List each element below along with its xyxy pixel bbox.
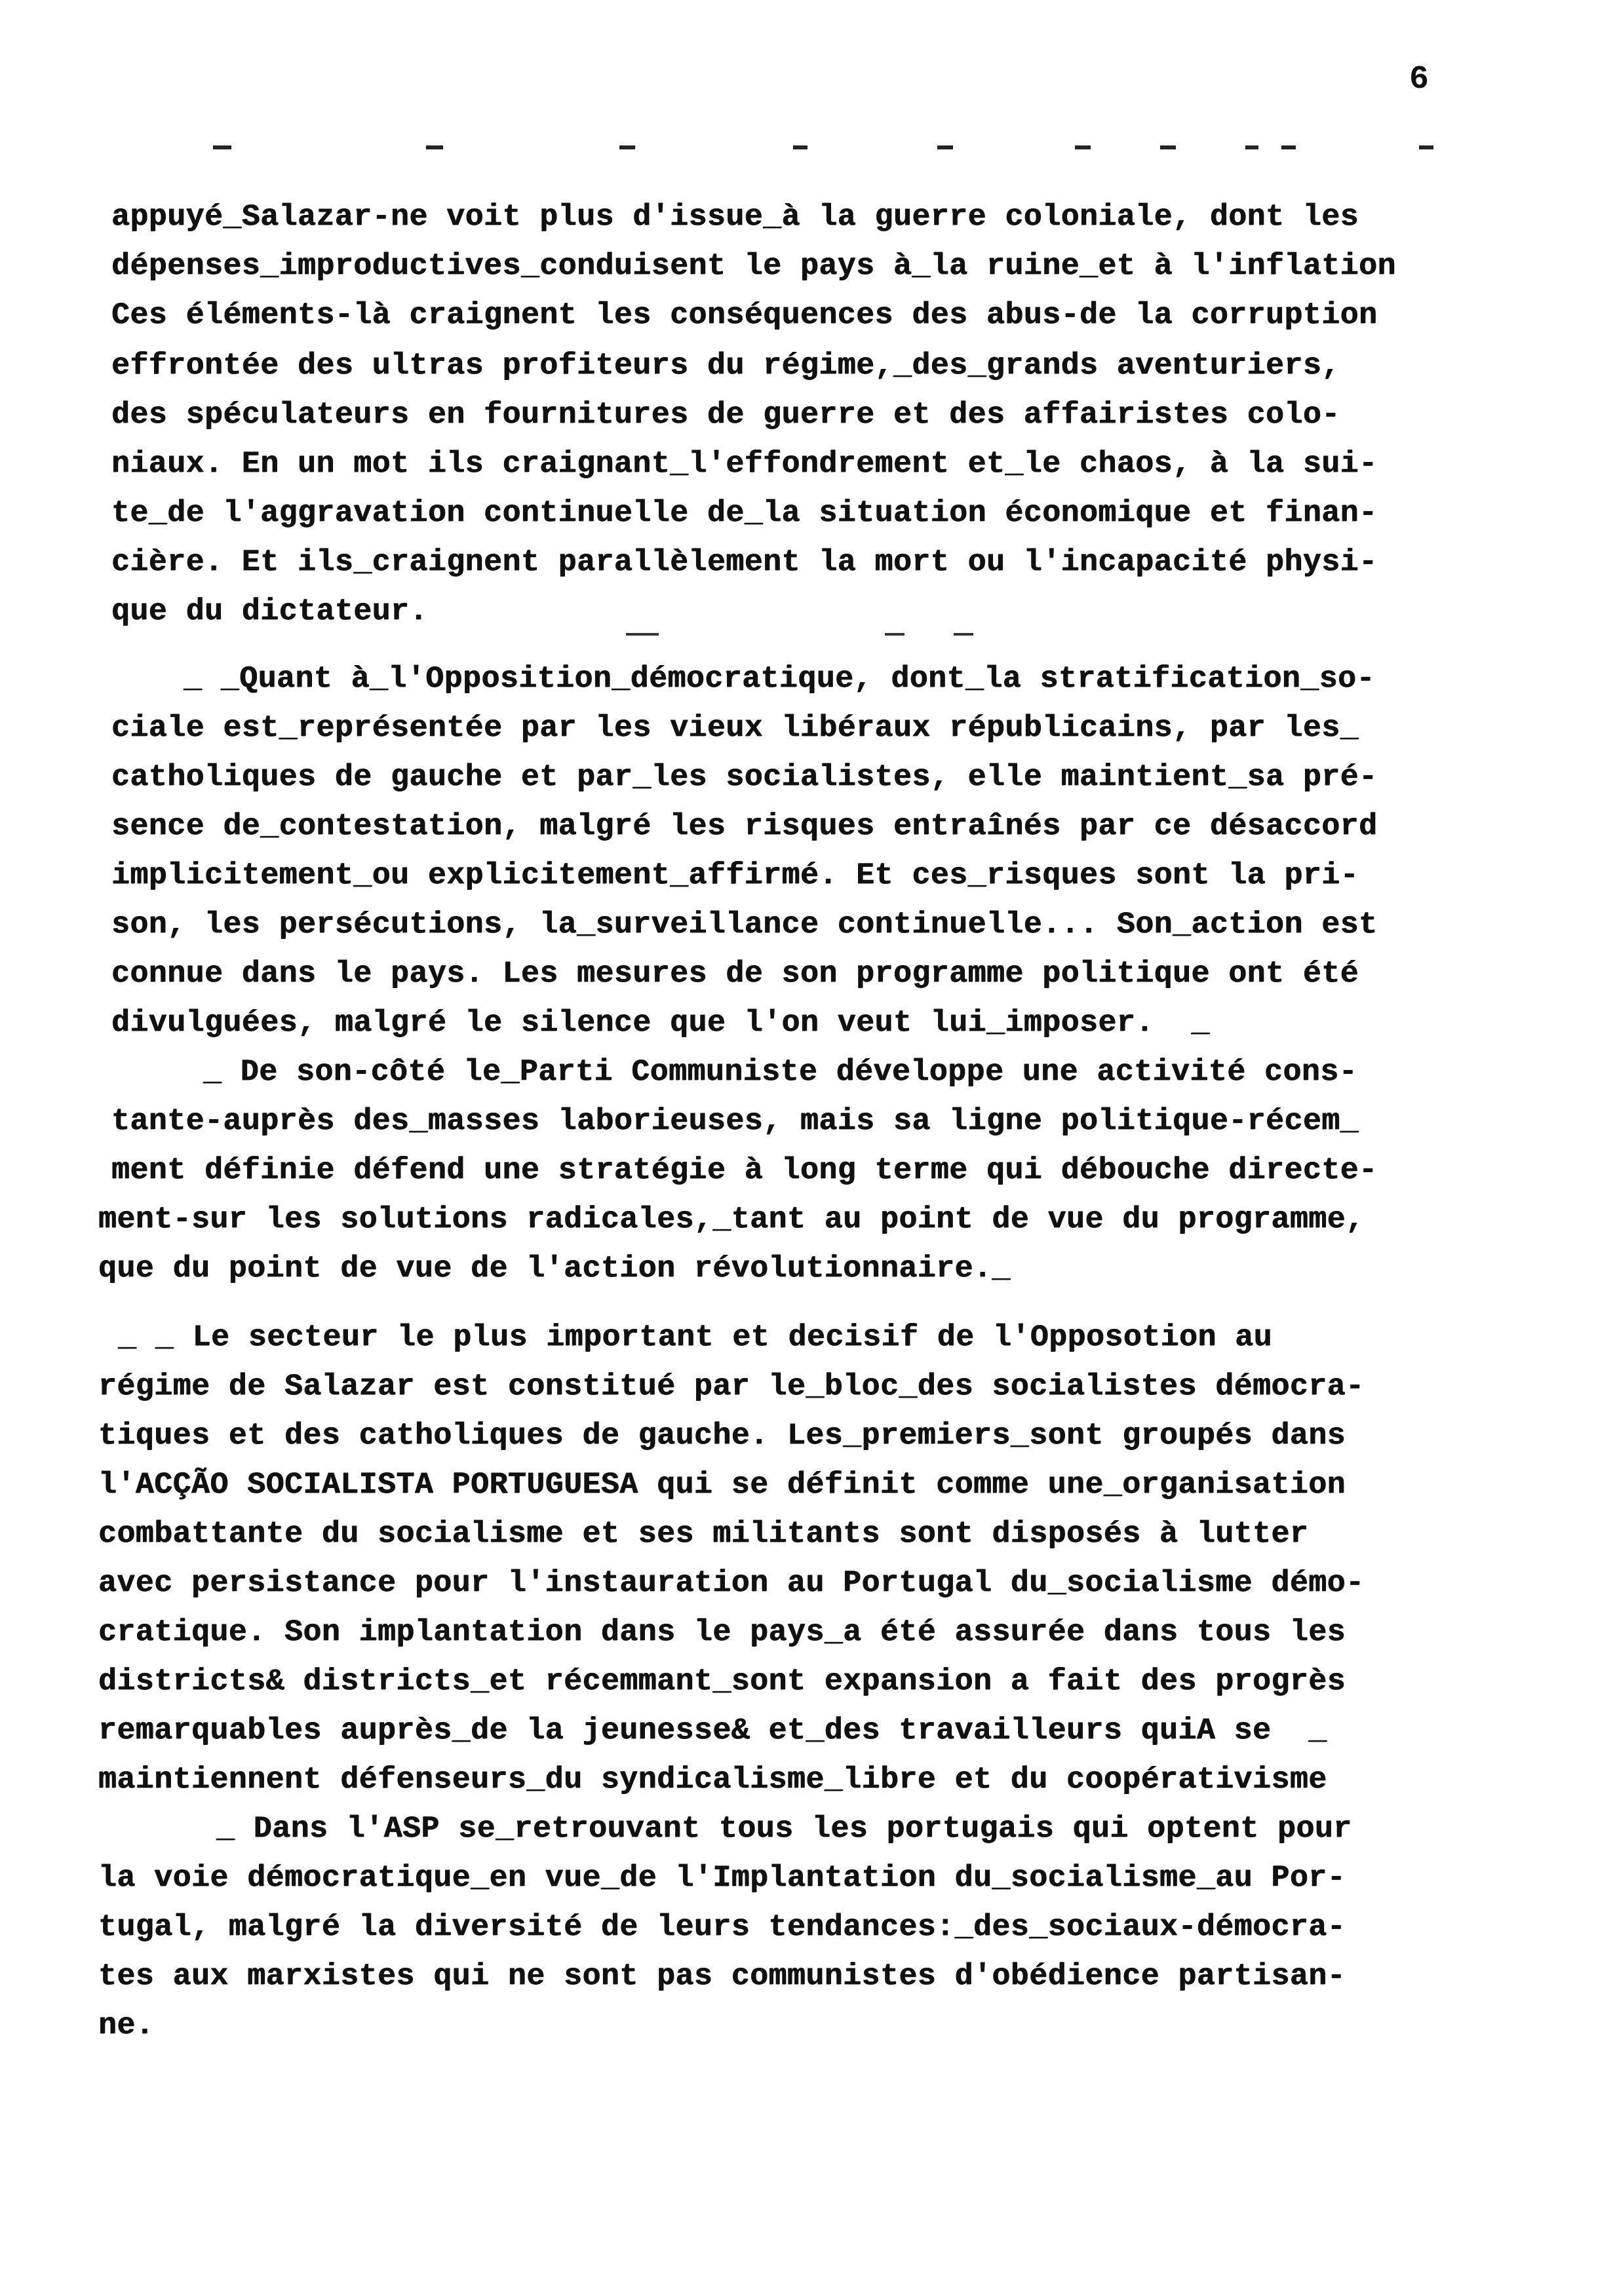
text-line: ment-sur les solutions radicales,_tant au point de vue du programme, bbox=[98, 1202, 1365, 1236]
text-line: cratique. Son implantation dans le pays_a été assurée dans tous les bbox=[98, 1615, 1346, 1649]
typed-dash-row bbox=[200, 145, 1445, 159]
text-line: niaux. En un mot ils craignant_l'effondrement et_le chaos, à la sui- bbox=[111, 446, 1378, 481]
text-line: districts& districts_et récemmant_sont expansion a fait des progrès bbox=[98, 1664, 1346, 1698]
text-line: maintiennent défenseurs_du syndicalisme_libre et du coopérativisme bbox=[98, 1762, 1327, 1797]
dash-mark bbox=[937, 145, 953, 149]
text-line: combattante du socialisme et ses militants sont disposés à lutter bbox=[98, 1516, 1309, 1551]
text-line: l'ACÇÃO SOCIALISTA PORTUGUESA qui se définit comme une_organisation bbox=[98, 1467, 1346, 1502]
text-line: cière. Et ils_craignent parallèlement la mort ou l'incapacité physi- bbox=[111, 545, 1378, 579]
text-line: _ _Quant à_l'Opposition_démocratique, dont_la stratification_so- bbox=[184, 661, 1375, 696]
text-line: _ _ Le secteur le plus important et decisif de l'Opposotion au bbox=[118, 1320, 1273, 1354]
text-line: tante-auprès des_masses laborieuses, mais sa ligne politique-récem_ bbox=[111, 1103, 1359, 1138]
text-line: son, les persécutions, la_surveillance continuelle... Son_action est bbox=[111, 907, 1378, 942]
dash-mark bbox=[626, 633, 659, 636]
text-line: catholiques de gauche et par_les socialistes, elle maintient_sa pré- bbox=[111, 759, 1378, 794]
dash-mark bbox=[213, 145, 231, 149]
dash-mark bbox=[954, 633, 973, 636]
text-line: ciale est_représentée par les vieux libéraux républicains, par les_ bbox=[111, 710, 1359, 745]
text-line: des spéculateurs en fournitures de guerre et des affairistes colo- bbox=[111, 397, 1340, 432]
text-line: ne. bbox=[98, 2008, 155, 2042]
text-line: te_de l'aggravation continuelle de_la situation économique et finan- bbox=[111, 495, 1378, 530]
text-line: ment définie défend une stratégie à long terme qui débouche directe- bbox=[111, 1153, 1378, 1187]
text-line: que du point de vue de l'action révolutionnaire._ bbox=[98, 1251, 1011, 1286]
dash-mark bbox=[1160, 145, 1176, 149]
text-line: appuyé_Salazar-ne voit plus d'issue_à la guerre coloniale, dont les bbox=[111, 199, 1359, 234]
dash-mark bbox=[619, 145, 635, 149]
text-line: Ces éléments-là craignent les conséquences des abus-de la corruption bbox=[111, 297, 1378, 332]
text-line: tiques et des catholiques de gauche. Les_premiers_sont groupés dans bbox=[98, 1418, 1346, 1453]
dash-mark bbox=[1245, 145, 1258, 149]
text-line: tugal, malgré la diversité de leurs tendances:_des_sociaux-démocra- bbox=[98, 1909, 1346, 1944]
text-line: avec persistance pour l'instauration au Portugal du_socialisme démo- bbox=[98, 1565, 1365, 1600]
dash-mark bbox=[426, 145, 443, 149]
dash-mark bbox=[1075, 145, 1091, 149]
page-number: 6 bbox=[1409, 61, 1430, 98]
text-line: effrontée des ultras profiteurs du régime,_des_grands aventuriers, bbox=[111, 348, 1340, 383]
dash-mark bbox=[1281, 145, 1296, 149]
text-line: la voie démocratique_en vue_de l'Implantation du_socialisme_au Por- bbox=[98, 1860, 1346, 1895]
text-line: remarquables auprès_de la jeunesse& et_des travailleurs quiA se _ bbox=[98, 1713, 1327, 1748]
text-line: tes aux marxistes qui ne sont pas communistes d'obédience partisan- bbox=[98, 1959, 1346, 1993]
text-line: sence de_contestation, malgré les risques entraînés par ce désaccord bbox=[111, 809, 1378, 843]
text-line: divulguées, malgré le silence que l'on veut lui_imposer. _ bbox=[111, 1005, 1210, 1040]
dash-mark bbox=[885, 633, 905, 636]
dash-mark bbox=[1419, 145, 1433, 149]
text-line: connue dans le pays. Les mesures de son programme politique ont été bbox=[111, 956, 1359, 991]
text-line: implicitement_ou explicitement_affirmé. Et ces_risques sont la pri- bbox=[111, 858, 1359, 892]
text-line: dépenses_improductives_conduisent le pays à_la ruine_et à l'inflation bbox=[111, 248, 1396, 283]
text-line: que du dictateur. bbox=[111, 594, 428, 628]
dash-mark bbox=[793, 145, 808, 149]
text-line: régime de Salazar est constitué par le_bloc_des socialistes démocra- bbox=[98, 1369, 1365, 1404]
text-line: _ Dans l'ASP se_retrouvant tous les portugais qui optent pour bbox=[216, 1811, 1352, 1846]
text-line: _ De son-côté le_Parti Communiste développe une activité cons- bbox=[203, 1054, 1358, 1089]
